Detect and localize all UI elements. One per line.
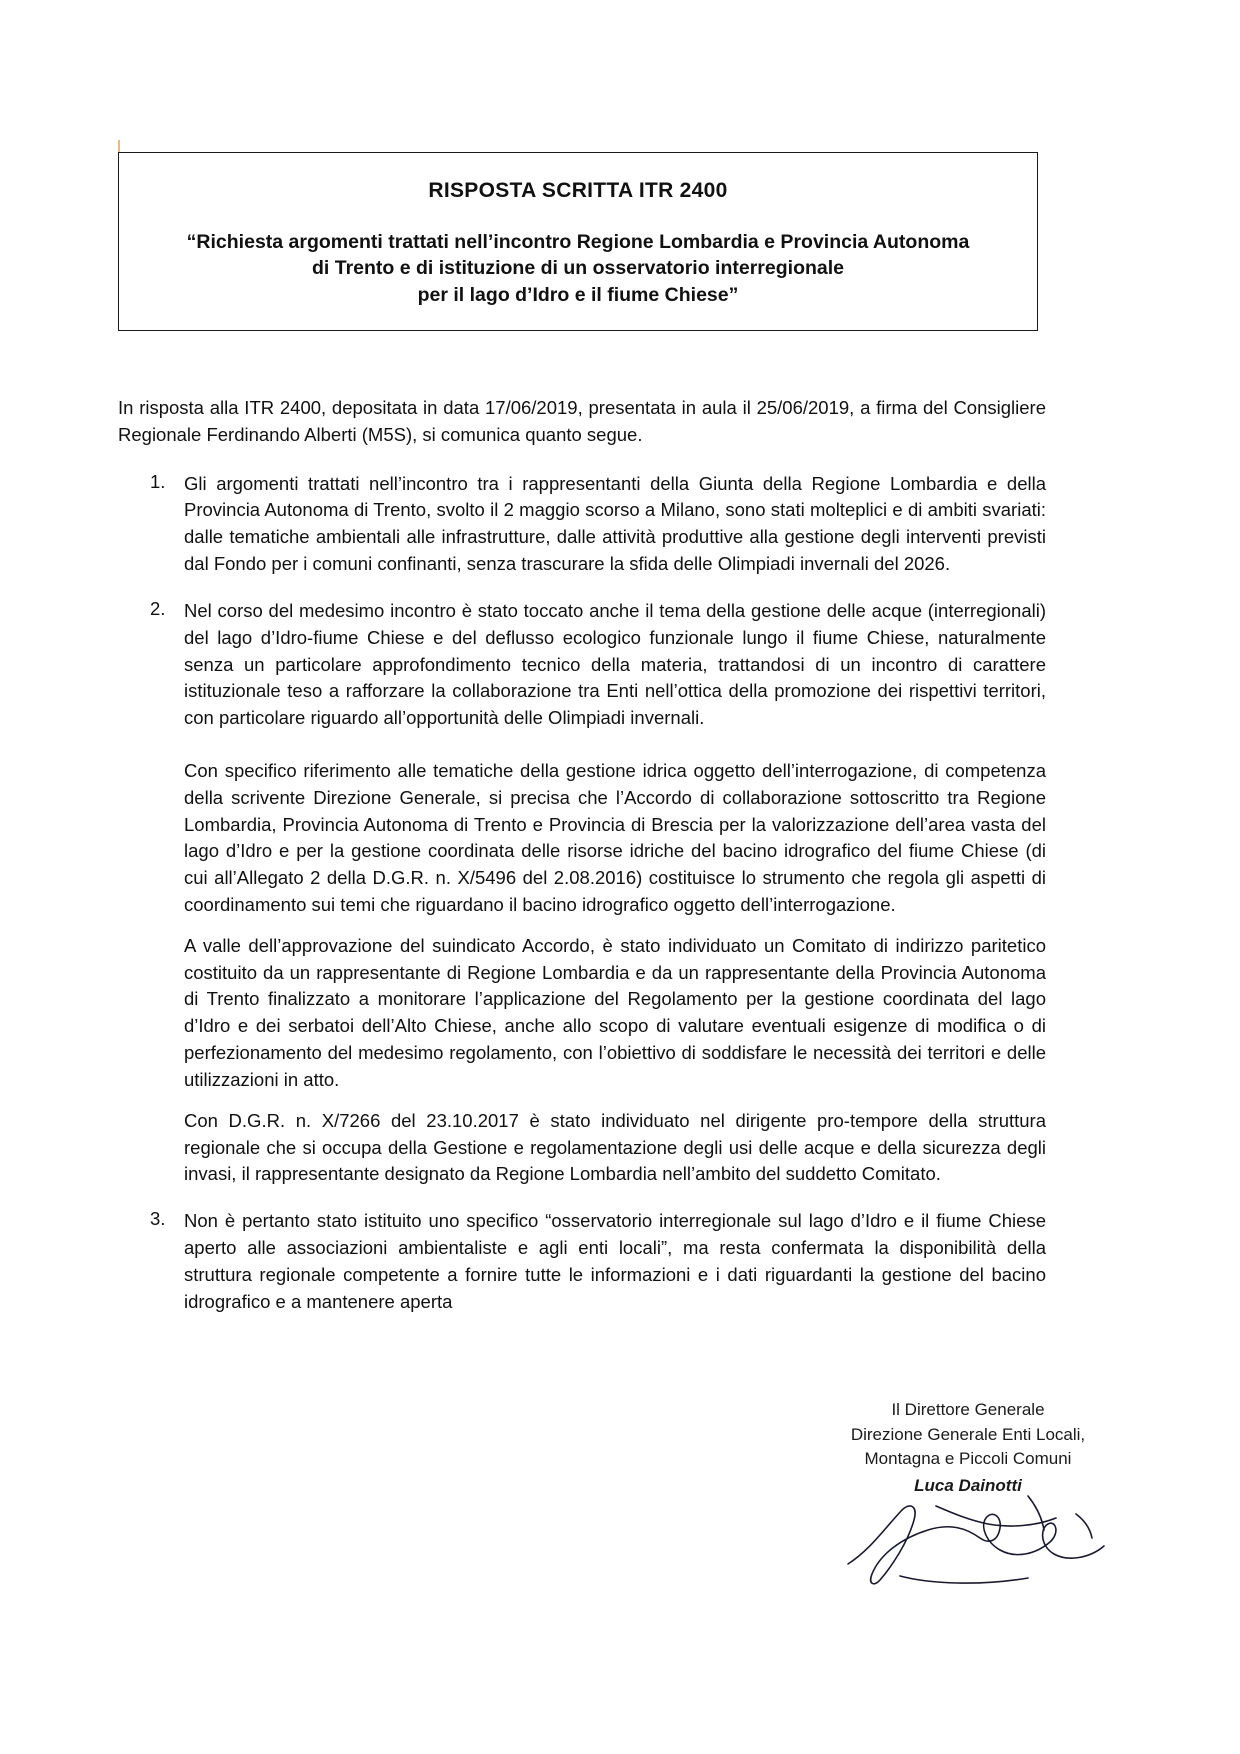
list-item [118, 598, 1046, 1188]
signature-department-line-2: Montagna e Piccoli Comuni [864, 1449, 1072, 1469]
scan-edge-mark [118, 140, 120, 152]
signature-department-line-1: Direzione Generale Enti Locali, [850, 1424, 1086, 1444]
list-item-paragraph: Con D.G.R. n. X/7266 del 23.10.2017 è stato individuato nel dirigente pro-tempore della struttura regionale che si occupa della Gestione e regolamentazione degli usi delle acque e della sicurezza degli invasi, il rappresentante designato da Regione Lombardia nell’ambito del suddetto Comitato. [184, 1109, 1046, 1185]
list-item [118, 1208, 1046, 1315]
list-item-number: 1. [150, 470, 166, 492]
intro-paragraph: In risposta alla ITR 2400, depositata in data 17/06/2019, presentata in aula il 25/06/2019, a firma del Consigliere Regionale Ferdinando Alberti (M5S), si comunica quanto segue. [118, 397, 1046, 445]
list-item-paragraph: Con specifico riferimento alle tematiche della gestione idrica oggetto dell’interrogazione, di competenza della scrivente Direzione Generale, si precisa che l’Accordo di collaborazione sottoscritto tra Regione Lombardia, Provincia Autonoma di Trento e Provincia di Brescia per la valorizzazione dell’area vasta del lago d’Idro e per la gestione coordinata delle risorse idriche del bacino idrografico del fiume Chiese (di cui all’Allegato 2 della D.G.R. n. X/5496 del 2.08.2016) costituisce lo strumento che regola gli aspetti di coordinamento sui temi che riguardano il bacino idrografico oggetto dell’interrogazione. [184, 759, 1046, 915]
handwritten-signature [840, 1480, 1140, 1600]
document-subtitle-line-2: di Trento e di istituzione di un osservatorio interregionale [312, 257, 844, 280]
signature-role: Il Direttore Generale [891, 1400, 1045, 1419]
document-body [118, 395, 1046, 1335]
signature-name: Luca Dainotti [914, 1475, 1022, 1495]
document-subtitle [139, 229, 1017, 308]
title-box [118, 152, 1038, 331]
list-item-number: 3. [150, 1208, 166, 1230]
list-item-paragraph: A valle dell’approvazione del suindicato Accordo, è stato individuato un Comitato di indirizzo paritetico costituito da un rappresentante di Regione Lombardia e da un rappresentante della Provincia Autonoma di Trento finalizzato a monitorare l’applicazione del Regolamento per la gestione coordinata del lago d’Idro e dei serbatoi dell’Alto Chiese, anche allo scopo di valutare eventuali esigenze di modifica o di perfezionamento del medesimo regolamento, con l’obiettivo di soddisfare le necessità dei territori e delle utilizzazioni in atto. [184, 934, 1046, 1090]
document-subtitle-line-3: per il lago d’Idro e il fiume Chiese” [417, 283, 739, 306]
numbered-list [118, 471, 1046, 1316]
list-item-paragraph: Nel corso del medesimo incontro è stato toccato anche il tema della gestione delle acque (interregionali) del lago d’Idro-fiume Chiese e del deflusso ecologico funzionale lungo il fiume Chiese, naturalmente senza un particolare approfondimento tecnico della materia, trattandosi di un incontro di carattere istituzionale teso a rafforzare la collaborazione tra Enti nell’ottica della promozione dei rispettivi territori, con particolare riguardo all’opportunità delle Olimpiadi invernali. [184, 599, 1046, 729]
document-title: RISPOSTA SCRITTA ITR 2400 [428, 179, 728, 202]
list-item-paragraph: Gli argomenti trattati nell’incontro tra i rappresentanti della Giunta della Regione Lombardia e della Provincia Autonoma di Trento, svolto il 2 maggio scorso a Milano, sono stati molteplici e di ambiti svariati: dalle tematiche ambientali alle infrastrutture, dalle attività produttive alla gestione degli interventi previsti dal Fondo per i comuni confinanti, senza trascurare la sfida delle Olimpiadi invernali del 2026. [184, 472, 1046, 575]
document-subtitle-line-1: “Richiesta argomenti trattati nell’incontro Regione Lombardia e Provincia Autonoma [186, 231, 970, 253]
list-item-number: 2. [150, 597, 166, 619]
list-item [118, 471, 1046, 578]
list-item-paragraph: Non è pertanto stato istituito uno specifico “osservatorio interregionale sul lago d’Idro e il fiume Chiese aperto alle associazioni ambientaliste e agli enti locali”, ma resta confermata la disponibilità della struttura regionale competente a fornire tutte le informazioni e i dati riguardanti la gestione del bacino idrografico e a mantenere aperta [184, 1210, 1046, 1312]
